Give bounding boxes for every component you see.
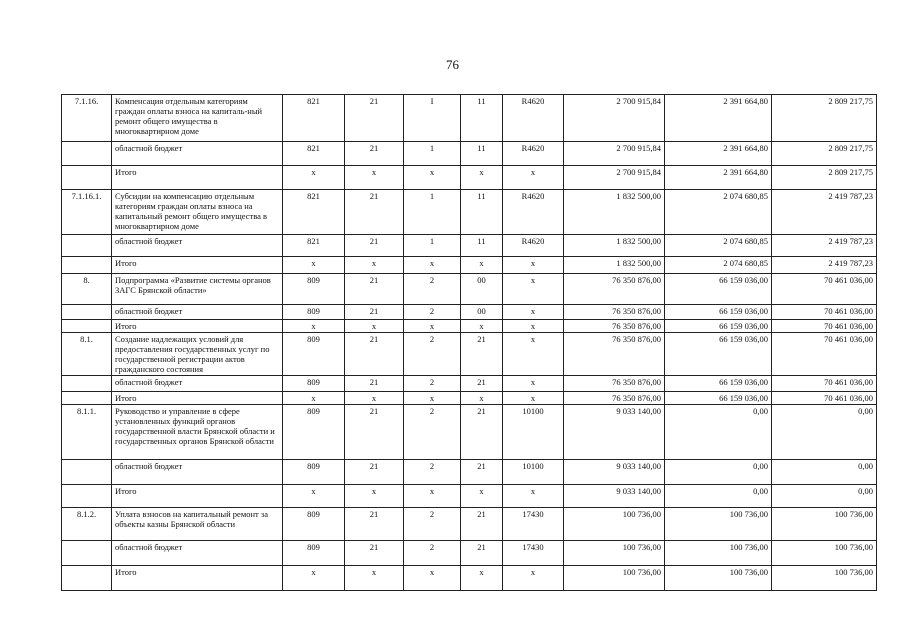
amount-year2-cell: 100 736,00: [665, 566, 772, 591]
amount-year1-cell: 1 832 500,00: [564, 190, 665, 235]
table-row: [62, 392, 877, 405]
code-pp-cell: 11: [461, 142, 503, 166]
code-pr-cell: 2: [404, 333, 461, 376]
code-gr-cell: x: [283, 392, 345, 405]
row-number-cell: [62, 485, 112, 508]
amount-year1-cell: 1 832 500,00: [564, 257, 665, 274]
code-gr-cell: 821: [283, 235, 345, 257]
row-name-cell: Уплата взносов на капитальный ремонт за объекты казны Брянской области: [112, 508, 283, 541]
row-number-cell: [62, 257, 112, 274]
table-row: [62, 320, 877, 333]
row-number-cell: 8.1.1.: [62, 405, 112, 460]
amount-year3-cell: 100 736,00: [772, 541, 877, 566]
amount-year2-cell: 66 159 036,00: [665, 305, 772, 320]
code-pp-cell: x: [461, 166, 503, 190]
row-name-cell: Итого: [112, 566, 283, 591]
amount-year2-cell: 2 074 680,85: [665, 235, 772, 257]
amount-year3-cell: 2 809 217,75: [772, 95, 877, 142]
amount-year1-cell: 76 350 876,00: [564, 320, 665, 333]
code-rz-cell: x: [345, 485, 404, 508]
row-name-cell: областной бюджет: [112, 305, 283, 320]
row-name-cell: областной бюджет: [112, 541, 283, 566]
code-pr-cell: x: [404, 166, 461, 190]
row-number-cell: [62, 166, 112, 190]
code-pr-cell: 2: [404, 376, 461, 392]
code-pp-cell: x: [461, 392, 503, 405]
amount-year1-cell: 100 736,00: [564, 508, 665, 541]
table-row: [62, 405, 877, 460]
amount-year3-cell: 70 461 036,00: [772, 376, 877, 392]
code-pp-cell: 00: [461, 305, 503, 320]
code-gr-cell: x: [283, 320, 345, 333]
table-row: [62, 95, 877, 142]
amount-year2-cell: 2 074 680,85: [665, 190, 772, 235]
budget-table-body: [62, 95, 877, 591]
code-target-cell: 10100: [503, 460, 564, 485]
code-rz-cell: 21: [345, 190, 404, 235]
row-name-cell: Итого: [112, 320, 283, 333]
code-target-cell: x: [503, 392, 564, 405]
code-rz-cell: 21: [345, 305, 404, 320]
row-number-cell: [62, 376, 112, 392]
code-pr-cell: x: [404, 320, 461, 333]
code-gr-cell: 821: [283, 190, 345, 235]
row-name-cell: Создание надлежащих условий для предоставления государственных услуг по государственной регистрации актов гражданского состояния: [112, 333, 283, 376]
amount-year2-cell: 2 391 664,80: [665, 95, 772, 142]
code-rz-cell: 21: [345, 541, 404, 566]
table-row: [62, 508, 877, 541]
amount-year3-cell: 2 419 787,23: [772, 190, 877, 235]
amount-year3-cell: 0,00: [772, 460, 877, 485]
code-gr-cell: 809: [283, 405, 345, 460]
code-pp-cell: x: [461, 566, 503, 591]
budget-table: [61, 94, 877, 591]
code-pr-cell: 2: [404, 460, 461, 485]
code-rz-cell: 21: [345, 376, 404, 392]
amount-year2-cell: 66 159 036,00: [665, 392, 772, 405]
amount-year1-cell: 76 350 876,00: [564, 392, 665, 405]
row-number-cell: [62, 566, 112, 591]
code-pr-cell: 2: [404, 305, 461, 320]
code-gr-cell: x: [283, 257, 345, 274]
row-name-cell: Руководство и управление в сфере установленных функций органов государственной власти Брянской области и государственных органов Брянской области: [112, 405, 283, 460]
code-pr-cell: x: [404, 485, 461, 508]
row-number-cell: [62, 541, 112, 566]
code-rz-cell: 21: [345, 508, 404, 541]
code-gr-cell: 809: [283, 376, 345, 392]
amount-year1-cell: 76 350 876,00: [564, 274, 665, 305]
amount-year1-cell: 100 736,00: [564, 541, 665, 566]
amount-year1-cell: 2 700 915,84: [564, 166, 665, 190]
amount-year1-cell: 9 033 140,00: [564, 405, 665, 460]
amount-year1-cell: 2 700 915,84: [564, 142, 665, 166]
code-rz-cell: 21: [345, 333, 404, 376]
code-rz-cell: x: [345, 566, 404, 591]
code-gr-cell: 809: [283, 508, 345, 541]
code-rz-cell: 21: [345, 405, 404, 460]
amount-year2-cell: 2 074 680,85: [665, 257, 772, 274]
table-row: [62, 166, 877, 190]
code-pp-cell: 21: [461, 376, 503, 392]
code-rz-cell: x: [345, 392, 404, 405]
row-number-cell: [62, 320, 112, 333]
amount-year3-cell: 0,00: [772, 405, 877, 460]
code-pr-cell: 2: [404, 508, 461, 541]
code-pp-cell: x: [461, 485, 503, 508]
amount-year1-cell: 100 736,00: [564, 566, 665, 591]
amount-year3-cell: 70 461 036,00: [772, 392, 877, 405]
table-row: [62, 566, 877, 591]
table-row: [62, 257, 877, 274]
amount-year3-cell: 2 809 217,75: [772, 166, 877, 190]
code-pp-cell: 11: [461, 95, 503, 142]
row-name-cell: Итого: [112, 392, 283, 405]
code-pr-cell: 1: [404, 190, 461, 235]
table-row: [62, 235, 877, 257]
amount-year2-cell: 100 736,00: [665, 508, 772, 541]
row-number-cell: [62, 392, 112, 405]
code-pp-cell: x: [461, 257, 503, 274]
code-rz-cell: x: [345, 257, 404, 274]
amount-year2-cell: 66 159 036,00: [665, 274, 772, 305]
amount-year2-cell: 66 159 036,00: [665, 333, 772, 376]
amount-year1-cell: 76 350 876,00: [564, 376, 665, 392]
code-gr-cell: 809: [283, 305, 345, 320]
code-target-cell: x: [503, 376, 564, 392]
row-number-cell: 7.1.16.1.: [62, 190, 112, 235]
amount-year1-cell: 2 700 915,84: [564, 95, 665, 142]
code-target-cell: x: [503, 333, 564, 376]
amount-year2-cell: 2 391 664,80: [665, 142, 772, 166]
row-name-cell: Итого: [112, 166, 283, 190]
code-rz-cell: x: [345, 320, 404, 333]
row-name-cell: Подпрограмма «Развитие системы органов ЗАГС Брянской области»: [112, 274, 283, 305]
code-gr-cell: 809: [283, 460, 345, 485]
table-row: [62, 333, 877, 376]
amount-year1-cell: 9 033 140,00: [564, 460, 665, 485]
table-row: [62, 142, 877, 166]
code-gr-cell: x: [283, 566, 345, 591]
code-target-cell: R4620: [503, 142, 564, 166]
row-number-cell: 8.: [62, 274, 112, 305]
code-target-cell: 17430: [503, 541, 564, 566]
amount-year2-cell: 66 159 036,00: [665, 376, 772, 392]
code-pr-cell: 1: [404, 142, 461, 166]
row-number-cell: [62, 235, 112, 257]
code-target-cell: R4620: [503, 95, 564, 142]
row-name-cell: областной бюджет: [112, 460, 283, 485]
code-gr-cell: 809: [283, 541, 345, 566]
code-rz-cell: 21: [345, 142, 404, 166]
row-number-cell: 8.1.: [62, 333, 112, 376]
amount-year1-cell: 9 033 140,00: [564, 485, 665, 508]
amount-year3-cell: 0,00: [772, 485, 877, 508]
code-target-cell: R4620: [503, 235, 564, 257]
code-gr-cell: x: [283, 166, 345, 190]
row-number-cell: 8.1.2.: [62, 508, 112, 541]
table-row: [62, 305, 877, 320]
code-pp-cell: 21: [461, 405, 503, 460]
row-name-cell: областной бюджет: [112, 235, 283, 257]
code-target-cell: x: [503, 166, 564, 190]
code-rz-cell: 21: [345, 460, 404, 485]
row-number-cell: 7.1.16.: [62, 95, 112, 142]
code-pp-cell: 21: [461, 541, 503, 566]
code-gr-cell: 821: [283, 95, 345, 142]
code-pp-cell: 21: [461, 333, 503, 376]
row-name-cell: Субсидии на компенсацию отдельным категориям граждан оплаты взноса на капитальный ремонт общего имущества в многоквартирном доме: [112, 190, 283, 235]
code-pp-cell: 11: [461, 190, 503, 235]
row-name-cell: областной бюджет: [112, 376, 283, 392]
amount-year3-cell: 70 461 036,00: [772, 320, 877, 333]
code-target-cell: x: [503, 566, 564, 591]
table-row: [62, 190, 877, 235]
amount-year1-cell: 76 350 876,00: [564, 305, 665, 320]
amount-year2-cell: 100 736,00: [665, 541, 772, 566]
amount-year3-cell: 2 419 787,23: [772, 257, 877, 274]
code-pp-cell: 00: [461, 274, 503, 305]
code-gr-cell: 821: [283, 142, 345, 166]
code-target-cell: x: [503, 274, 564, 305]
code-rz-cell: 21: [345, 274, 404, 305]
code-target-cell: R4620: [503, 190, 564, 235]
amount-year3-cell: 100 736,00: [772, 508, 877, 541]
amount-year2-cell: 2 391 664,80: [665, 166, 772, 190]
page-number: 76: [446, 57, 459, 72]
code-target-cell: 17430: [503, 508, 564, 541]
amount-year2-cell: 66 159 036,00: [665, 320, 772, 333]
amount-year3-cell: 70 461 036,00: [772, 305, 877, 320]
code-pr-cell: x: [404, 257, 461, 274]
code-rz-cell: x: [345, 166, 404, 190]
code-rz-cell: 21: [345, 235, 404, 257]
amount-year3-cell: 70 461 036,00: [772, 333, 877, 376]
row-name-cell: Итого: [112, 485, 283, 508]
code-pr-cell: x: [404, 566, 461, 591]
code-target-cell: x: [503, 320, 564, 333]
code-pr-cell: 2: [404, 405, 461, 460]
code-target-cell: x: [503, 257, 564, 274]
code-pr-cell: 2: [404, 541, 461, 566]
table-row: [62, 274, 877, 305]
code-pp-cell: x: [461, 320, 503, 333]
row-name-cell: областной бюджет: [112, 142, 283, 166]
code-pr-cell: 2: [404, 274, 461, 305]
code-pp-cell: 11: [461, 235, 503, 257]
code-target-cell: 10100: [503, 405, 564, 460]
row-number-cell: [62, 460, 112, 485]
row-number-cell: [62, 305, 112, 320]
code-pr-cell: 1: [404, 235, 461, 257]
amount-year3-cell: 70 461 036,00: [772, 274, 877, 305]
amount-year2-cell: 0,00: [665, 485, 772, 508]
code-rz-cell: 21: [345, 95, 404, 142]
row-name-cell: Итого: [112, 257, 283, 274]
table-row: [62, 460, 877, 485]
code-pr-cell: x: [404, 392, 461, 405]
amount-year3-cell: 2 419 787,23: [772, 235, 877, 257]
code-pp-cell: 21: [461, 508, 503, 541]
code-gr-cell: 809: [283, 274, 345, 305]
code-gr-cell: 809: [283, 333, 345, 376]
code-target-cell: x: [503, 485, 564, 508]
row-name-cell: Компенсация отдельным категориям граждан оплаты взноса на капиталь-ный ремонт общего имущества в многоквартирном доме: [112, 95, 283, 142]
amount-year1-cell: 1 832 500,00: [564, 235, 665, 257]
amount-year1-cell: 76 350 876,00: [564, 333, 665, 376]
code-pp-cell: 21: [461, 460, 503, 485]
amount-year3-cell: 100 736,00: [772, 566, 877, 591]
table-row: [62, 541, 877, 566]
code-target-cell: x: [503, 305, 564, 320]
code-pr-cell: I: [404, 95, 461, 142]
row-number-cell: [62, 142, 112, 166]
amount-year3-cell: 2 809 217,75: [772, 142, 877, 166]
code-gr-cell: x: [283, 485, 345, 508]
amount-year2-cell: 0,00: [665, 405, 772, 460]
table-row: [62, 376, 877, 392]
table-row: [62, 485, 877, 508]
amount-year2-cell: 0,00: [665, 460, 772, 485]
